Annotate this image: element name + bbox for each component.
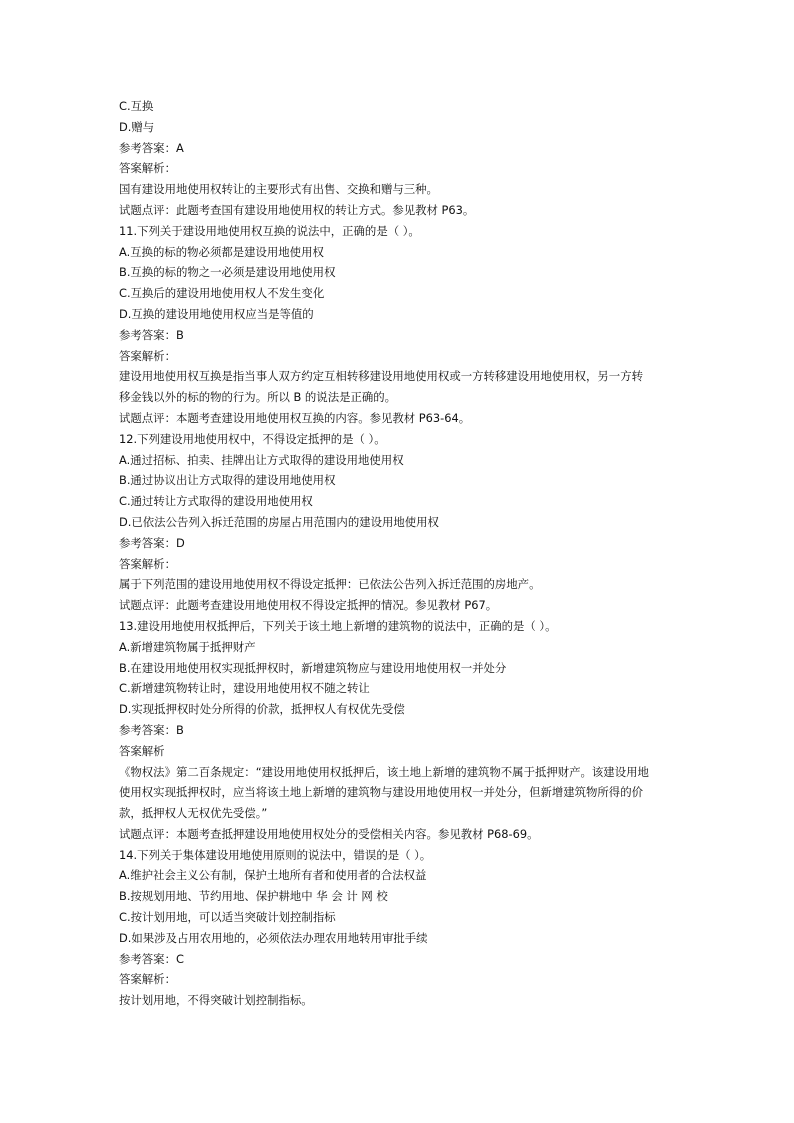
option-c: C.互换 <box>119 99 154 113</box>
document-page <box>119 96 679 1011</box>
option-c: C.新增建筑物转让时，建设用地使用权不随之转让 <box>119 681 370 696</box>
reference-answer: 参考答案：D <box>119 535 185 550</box>
question-comment: 试题点评：此题考查建设用地使用权不得设定抵押的情况。参见教材 P67。 <box>119 598 498 613</box>
question-14: 14.下列关于集体建设用地使用原则的说法中，错误的是（ ）。 <box>119 847 432 862</box>
answer-analysis-text: 属于下列范围的建设用地使用权不得设定抵押：已依法公告列入拆迁范围的房地产。 <box>119 577 541 592</box>
answer-analysis-text: 按计划用地，不得突破计划控制指标。 <box>119 993 313 1008</box>
answer-analysis-label: 答案解析： <box>119 972 176 987</box>
option-c: C.互换后的建设用地使用权人不发生变化 <box>119 286 325 301</box>
option-d: D.实现抵押权时处分所得的价款，抵押权人有权优先受偿 <box>119 702 405 717</box>
answer-analysis-text: 移金钱以外的标的物的行为。所以 B 的说法是正确的。 <box>119 390 397 405</box>
option-b: B.互换的标的物之一必须是建设用地使用权 <box>119 265 336 280</box>
reference-answer: 参考答案：C <box>119 951 184 966</box>
answer-analysis-text: 《物权法》第二百条规定：“建设用地使用权抵押后，该土地上新增的建筑物不属于抵押财产。该建设用地 <box>119 764 649 779</box>
option-a: A.新增建筑物属于抵押财产 <box>119 639 256 654</box>
answer-analysis-text: 款，抵押权人无权优先受偿。” <box>119 806 268 821</box>
option-a: A.维护社会主义公有制，保护土地所有者和使用者的合法权益 <box>119 868 427 883</box>
option-b: B.在建设用地使用权实现抵押权时，新增建筑物应与建设用地使用权一并处分 <box>119 660 507 675</box>
option-d: D.互换的建设用地使用权应当是等值的 <box>119 306 314 321</box>
question-comment: 试题点评：本题考查建设用地使用权互换的内容。参见教材 P63-64。 <box>119 410 471 425</box>
option-c: C.按计划用地，可以适当突破计划控制指标 <box>119 910 336 925</box>
answer-analysis-text: 国有建设用地使用权转让的主要形式有出售、交换和赠与三种。 <box>119 182 438 197</box>
question-comment: 试题点评：此题考查国有建设用地使用权的转让方式。参见教材 P63。 <box>119 202 475 217</box>
option-b: B.按规划用地、节约用地、保护耕地中 华 会 计 网 校 <box>119 889 388 904</box>
answer-analysis-label: 答案解析： <box>119 161 176 176</box>
option-b: B.通过协议出让方式取得的建设用地使用权 <box>119 473 336 488</box>
question-comment: 试题点评：本题考查抵押建设用地使用权处分的受偿相关内容。参见教材 P68-69。 <box>119 826 539 841</box>
option-d: D.赠与 <box>119 119 155 134</box>
reference-answer: 参考答案：A <box>119 140 184 155</box>
answer-analysis-label: 答案解析： <box>119 348 176 363</box>
option-d: D.已依法公告列入拆迁范围的房屋占用范围内的建设用地使用权 <box>119 514 439 529</box>
question-13: 13.建设用地使用权抵押后，下列关于该土地上新增的建筑物的说法中，正确的是（ ）。 <box>119 618 557 633</box>
option-a: A.通过招标、拍卖、挂牌出让方式取得的建设用地使用权 <box>119 452 404 467</box>
option-a: A.互换的标的物必须都是建设用地使用权 <box>119 244 324 259</box>
reference-answer: 参考答案：B <box>119 327 184 342</box>
reference-answer: 参考答案：B <box>119 722 184 737</box>
answer-analysis-text: 建设用地使用权互换是指当事人双方约定互相转移建设用地使用权或一方转移建设用地使用权，另一方转 <box>119 369 643 384</box>
option-c: C.通过转让方式取得的建设用地使用权 <box>119 494 313 509</box>
option-d: D.如果涉及占用农用地的，必须依法办理农用地转用审批手续 <box>119 930 428 945</box>
question-12: 12.下列建设用地使用权中，不得设定抵押的是（ ）。 <box>119 431 386 446</box>
answer-analysis-label: 答案解析： <box>119 556 176 571</box>
question-11: 11.下列关于建设用地使用权互换的说法中，正确的是（ ）。 <box>119 223 420 238</box>
answer-analysis-text: 使用权实现抵押权时，应当将该土地上新增的建筑物与建设用地使用权一并处分，但新增建筑物所得的价 <box>119 785 643 800</box>
answer-analysis-label: 答案解析 <box>119 743 165 758</box>
